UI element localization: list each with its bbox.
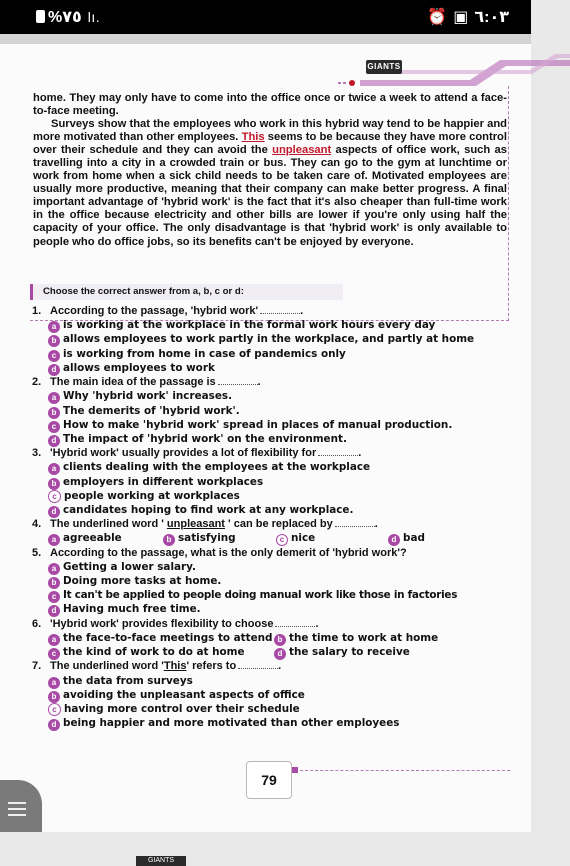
question-1 [32,304,502,318]
question-text: ' refers to [186,660,237,673]
question-text: According to the passage, what is the only demerit of 'hybrid work'? [50,546,407,559]
options-row-6b [32,645,502,659]
blank-line [238,660,278,669]
letter-badge: c [48,490,61,503]
question-6 [32,617,502,631]
option-7b[interactable] [32,688,502,702]
menu-icon-bar [8,808,26,810]
option-2d[interactable] [32,432,502,446]
instructions-text: Choose the correct answer from a, b, c or d: [43,286,244,297]
question-2 [32,375,502,389]
option-text: The impact of 'hybrid work' on the environment. [63,432,347,445]
option-text: being happier and more motivated than other employees [63,717,400,730]
question-number: 7. [32,660,42,673]
option-4d[interactable] [388,531,425,545]
letter-badge: b [163,534,175,546]
option-4b[interactable] [163,531,276,545]
letter-badge: c [48,350,60,362]
question-5 [32,546,502,560]
option-5c[interactable] [32,588,502,602]
status-right [421,7,509,27]
header-ribbon [270,50,570,90]
question-end: . [300,305,304,317]
clock-time: ٦:٠٣ [474,9,509,26]
top-strip [0,34,531,44]
footer-logo: GIANTS [136,856,186,866]
questions-list [32,304,502,730]
passage-text: Surveys show that the employees who work in this hybrid way tend to be happier and more motivated than other employees. [33,118,507,144]
brand-logo: GIANTS [366,60,402,74]
option-text: having more control over their schedule [64,703,300,716]
option-text: agreeable [63,532,122,545]
options-row-4 [32,531,502,545]
option-6c[interactable] [48,645,274,659]
letter-badge: a [48,321,60,333]
option-text: allows employees to work partly in the workplace, and partly at home [63,333,475,346]
option-7d[interactable] [32,716,502,730]
letter-badge: d [48,435,60,447]
option-text: people working at workplaces [64,489,240,502]
option-text: The demerits of 'hybrid work'. [63,404,240,417]
instructions-banner [30,284,343,300]
underlined-word-unpleasant: unpleasant [272,144,332,157]
letter-badge: a [48,463,60,475]
page-marker [292,767,298,773]
letter-badge: c [48,421,60,433]
underlined-word: unpleasant [166,518,225,531]
underlined-word-this: This [241,131,265,144]
alarm-icon: ⏰ [427,9,448,26]
option-text: the data from surveys [63,674,193,687]
menu-button[interactable] [0,780,42,832]
document-page [0,34,531,864]
gallery-icon: ▣ [453,9,469,26]
reading-passage [33,92,507,249]
menu-icon-bar [8,802,26,804]
question-text: 'Hybrid work' usually provides a lot of flexibility for [50,447,317,460]
underlined-word: This [163,660,187,673]
option-1d[interactable] [32,361,502,375]
option-2a[interactable] [32,389,502,403]
question-text: According to the passage, 'hybrid work' [50,305,259,317]
option-text: bad [403,532,425,545]
letter-badge: c [276,534,288,546]
letter-badge: b [48,691,60,703]
option-text: is working from home in case of pandemics only [63,347,346,360]
option-7c[interactable] [32,702,502,716]
letter-badge: d [388,534,400,546]
passage-text: aspects of office work, such as travelling into a city in a crowded train or bus. They can go to the gym at lunchtime or work from home when a sick child needs to be taken care of. Motivated employees are usually more productive, meaning that their company can make better progress. A final important advantage of 'hybrid work' is the fact that it's also cheaper than full-time work in the office because electricity and other bills are lower if you're only using half the capacity of your office. The only disadvantage is that 'hybrid work' is only available to people who do office jobs, so its benefits can't be enjoyed by everyone. [33,144,507,248]
letter-badge: a [48,677,60,689]
option-text: satisfying [178,532,236,545]
page-number: 79 [246,761,292,799]
option-text: How to make 'hybrid work' spread in places of manual production. [63,418,453,431]
question-number: 6. [32,617,42,630]
question-number: 2. [32,376,42,389]
options-row-6a [32,631,502,645]
option-text: employers in different workplaces [63,475,264,488]
option-3c[interactable] [32,489,502,503]
option-text: the time to work at home [289,631,439,644]
option-text: is working at the workplace in the formal work hours every day [63,319,436,332]
status-left [36,7,100,27]
question-number: 1. [32,305,42,317]
passage-paragraph-1: home. They may only have to come into the office once or twice a week to attend a face-to-face meeting. [33,92,507,118]
blank-line [218,376,258,385]
option-6a[interactable] [48,631,274,645]
option-text: the face-to-face meetings to attend [63,631,273,644]
option-7a[interactable] [32,674,502,688]
question-end: . [374,518,378,531]
question-text: 'Hybrid work' provides flexibility to choose [50,617,274,630]
question-text: The main idea of the passage is [50,376,216,389]
letter-badge: a [48,634,60,646]
option-5a[interactable] [32,560,502,574]
option-1c[interactable] [32,347,502,361]
option-3d[interactable] [32,503,502,517]
letter-badge: d [48,506,60,518]
option-1b[interactable] [32,332,502,346]
blank-line [260,305,300,314]
letter-badge: c [48,591,60,603]
letter-badge: b [48,335,60,347]
option-text: allows employees to work [63,361,215,374]
letter-badge: b [48,577,60,589]
option-text: Doing more tasks at home. [63,575,222,588]
signal-icon: lı. [87,9,101,25]
option-3a[interactable] [32,460,502,474]
passage-text: seems to be because they have more control over their schedule and they can avoid the [33,131,508,157]
blank-line [318,447,358,456]
option-text: avoiding the unpleasant aspects of office [63,688,305,701]
letter-badge: c [48,703,61,716]
question-end: . [257,376,261,389]
option-text: candidates hoping to find work at any workplace. [63,503,354,516]
letter-badge: a [48,534,60,546]
letter-badge: d [274,648,286,660]
battery-level: %٧٥ [48,9,82,26]
letter-badge: d [48,364,60,376]
passage-paragraph-2 [33,118,507,248]
question-7 [32,659,502,673]
battery-icon [36,10,45,23]
question-text: The underlined word ' [50,518,167,531]
option-text: Having much free time. [63,603,201,616]
menu-icon-bar [8,814,26,816]
question-number: 5. [32,546,42,559]
question-4 [32,517,502,531]
option-6d[interactable] [274,645,410,659]
question-text: ' can be replaced by [224,518,333,531]
option-2c[interactable] [32,418,502,432]
question-end: . [315,617,319,630]
option-text: the kind of work to do at home [63,646,245,659]
letter-badge: a [48,392,60,404]
option-3b[interactable] [32,475,502,489]
option-2b[interactable] [32,404,502,418]
option-text: Getting a lower salary. [63,560,196,573]
question-number: 4. [32,518,42,531]
option-5b[interactable] [32,574,502,588]
page-divider [300,770,510,771]
letter-badge: a [48,563,60,575]
letter-badge: b [48,407,60,419]
option-text: It can't be applied to people doing manual work like those in factories [63,589,458,602]
status-bar [0,0,531,34]
letter-badge: b [274,634,286,646]
question-end: . [358,447,362,460]
option-text: the salary to receive [289,646,410,659]
letter-badge: c [48,648,60,660]
question-end: . [278,660,282,673]
option-text: Why 'hybrid work' increases. [63,390,233,403]
question-text: The underlined word ' [50,660,164,673]
question-3 [32,446,502,460]
blank-line [275,618,315,627]
option-6b[interactable] [274,631,438,645]
question-number: 3. [32,447,42,460]
option-1a[interactable] [32,318,502,332]
option-text: nice [291,532,316,545]
letter-badge: d [48,719,60,731]
option-text: clients dealing with the employees at the workplace [63,461,371,474]
option-4c[interactable] [276,531,388,545]
blank-line [335,518,375,527]
letter-badge: b [48,478,60,490]
option-5d[interactable] [32,602,502,616]
letter-badge: d [48,605,60,617]
option-4a[interactable] [48,531,163,545]
